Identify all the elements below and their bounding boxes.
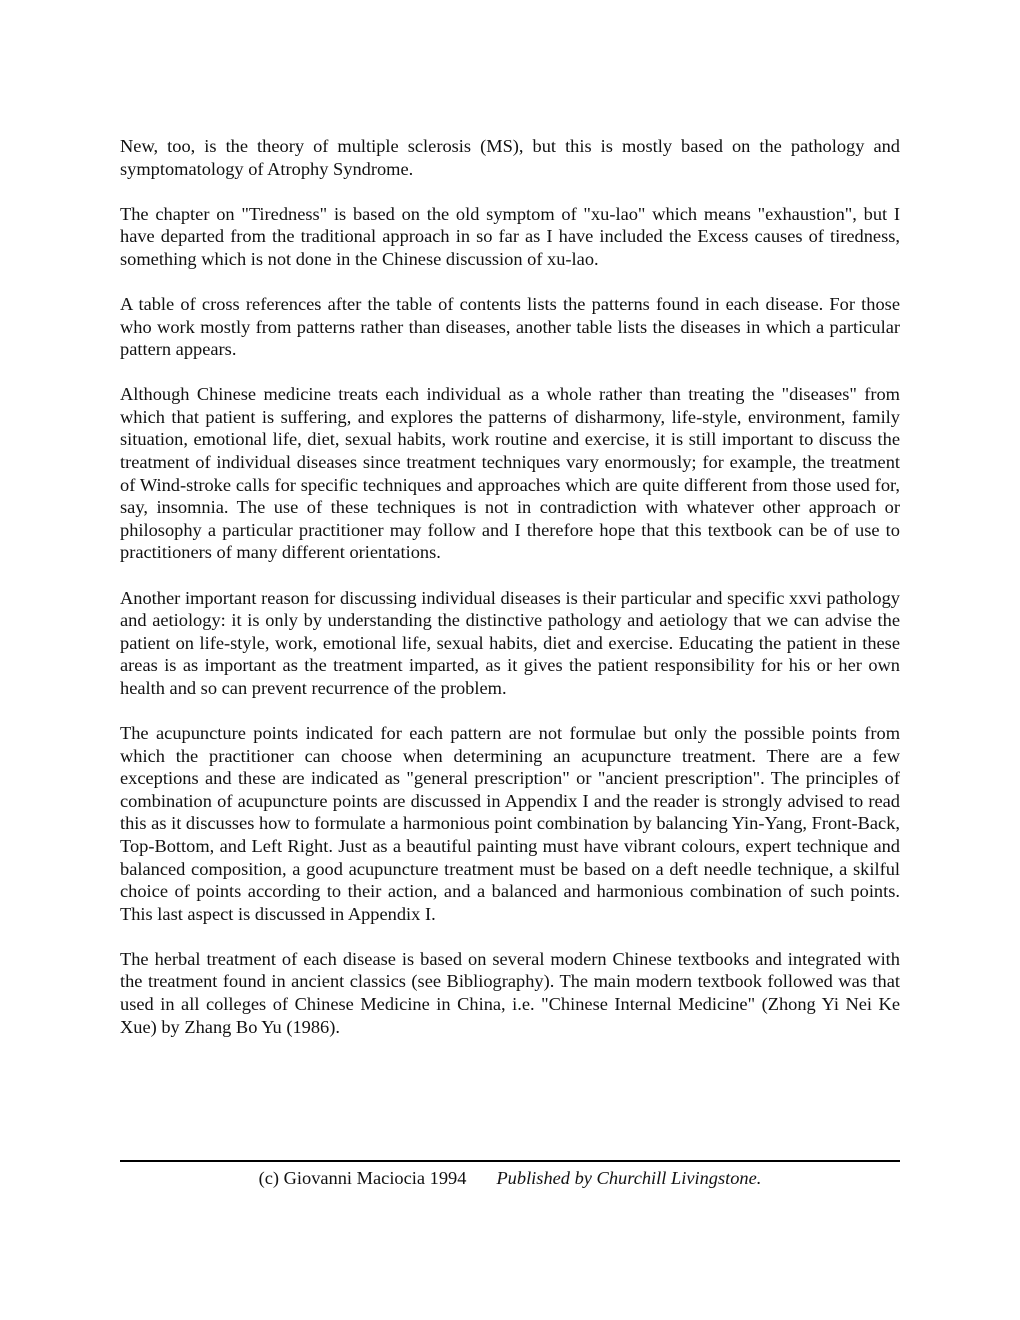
- footer-copyright: (c) Giovanni Maciocia 1994: [258, 1168, 467, 1188]
- footer-text: [120, 1167, 900, 1189]
- footer-divider: [120, 1160, 900, 1162]
- page-footer: [120, 1160, 900, 1189]
- paragraph-acupuncture-points: The acupuncture points indicated for each pattern are not formulae but only the possible points from which the practitioner can choose when determining an acupuncture treatment. There are a few exceptions and these are indicated as "general prescription" or "ancient prescription". The principles of combination of acupuncture points are discussed in Appendix I and the reader is strongly advised to read this as it discusses how to formulate a harmonious point combination by balancing Yin-Yang, Front-Back, Top-Bottom, and Left Right. Just as a beautiful painting must have vibrant colours, expert technique and balanced composition, a good acupuncture treatment must be based on a deft needle technique, a skilful choice of points according to their action, and a balanced and harmonious combination of such points. This last aspect is discussed in Appendix I.: [120, 722, 900, 924]
- paragraph-individual-diseases: Although Chinese medicine treats each individual as a whole rather than treating the "diseases" from which that patient is suffering, and explores the patterns of disharmony, life-style, environment, family situation, emotional life, diet, sexual habits, work routine and exercise, it is still important to discuss the treatment of individual diseases since treatment techniques vary enormously; for example, the treatment of Wind-stroke calls for specific techniques and approaches which are quite different from those used for, say, insomnia. The use of these techniques is not in contradiction with whatever other approach or philosophy a particular practitioner may follow and I therefore hope that this textbook can be of use to practitioners of many different orientations.: [120, 384, 900, 563]
- document-body: [120, 135, 900, 1061]
- paragraph-cross-references: A table of cross references after the table of contents lists the patterns found in each disease. For those who work mostly from patterns rather than diseases, another table lists the diseases in which a particular pattern appears.: [120, 293, 900, 360]
- paragraph-tiredness: The chapter on "Tiredness" is based on the old symptom of "xu-lao" which means "exhaustion", but I have departed from the traditional approach in so far as I have included the Excess causes of tiredness, something which is not done in the Chinese discussion of xu-lao.: [120, 203, 900, 269]
- paragraph-herbal-treatment: The herbal treatment of each disease is based on several modern Chinese textbooks and integrated with the treatment found in ancient classics (see Bibliography). The main modern textbook followed was that used in all colleges of Chinese Medicine in China, i.e. "Chinese Internal Medicine" (Zhong Yi Nei Ke Xue) by Zhang Bo Yu (1986).: [120, 948, 900, 1037]
- footer-publisher: Published by Churchill Livingstone.: [496, 1168, 762, 1188]
- paragraph-ms-theory: New, too, is the theory of multiple sclerosis (MS), but this is mostly based on the pathology and symptomatology of Atrophy Syndrome.: [120, 136, 900, 179]
- paragraph-pathology-aetiology: Another important reason for discussing individual diseases is their particular and specific xxvi pathology and aetiology: it is only by understanding the distinctive pathology and aetiology that we can advise the patient on life-style, work, emotional life, sexual habits, diet and exercise. Educating the patient in these areas is as important as the treatment imparted, as it gives the patient responsibility for his or her own health and so can prevent recurrence of the problem.: [120, 587, 900, 698]
